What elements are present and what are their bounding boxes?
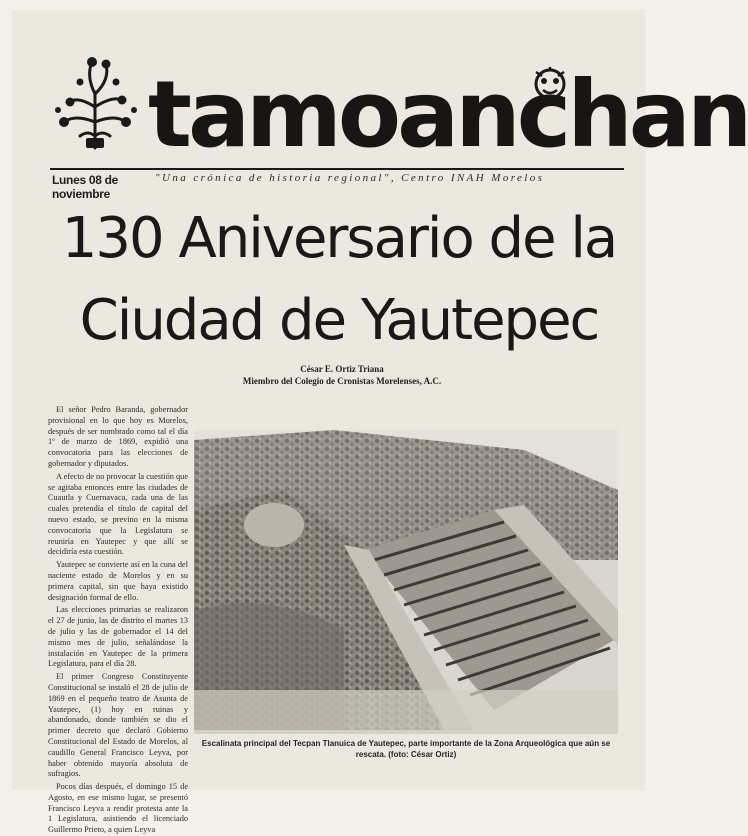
article-body: [48, 405, 188, 835]
article-byline: [192, 363, 492, 393]
article-paragraph: El primer Congreso Constituyente Constitucional se instaló el 28 de julio de 1869 en el pequeño teatro de Asunta de Yautepec, (1) hoy en ruinas y abandonado, donde también se dio el primer decreto que declaró Gobierno Constitucional del Estado de Morelos, al caudillo General Francisco Leyva, por haber obtenido mayoría absoluta de sufragios.: [48, 672, 188, 779]
article-headline: [48, 198, 630, 368]
author-name: César E. Ortiz Triana: [300, 364, 384, 374]
masthead-title: tamoanchan: [148, 61, 748, 168]
masthead-tagline: "Una crónica de historia regional", Centro INAH Morelos: [155, 172, 545, 184]
article-paragraph: A efecto de no provocar la cuestión que se agitaba entonces entre las ciudades de Cuautla y Cuernavaca, cada una de las cuales pretendía el título de capital del nuevo estado, se previno en la misma convocatoria que la Legislatura se reuniría en Yautepec y que allí se decidiría esta cuestión.: [48, 471, 188, 557]
newspaper-page: [12, 10, 748, 835]
article-paragraph: El señor Pedro Baranda, gobernador provisional en lo que hoy es Morelos, después de ser nombrado como tal el día 1º de marzo de 1869, expidió una convocatoria para las elecciones de gobernador y diputados.: [48, 405, 188, 468]
issue-date: Lunes 08 de noviembre: [52, 173, 119, 201]
headline-line-1: 130 Aniversario de la: [61, 206, 617, 271]
masthead-rule: [50, 168, 624, 170]
glyph-logo-icon: [50, 52, 140, 150]
pyramid-staircase-photo: [194, 430, 618, 734]
article-paragraph: Yautepec se convierte así en la cuna del naciente estado de Morelos y en su primera capital, sin que haya existido designación formal de ello.: [48, 560, 188, 602]
article-paragraph: Pocos días después, el domingo 15 de Agosto, en ese mismo lugar, se presentó Francisco Leyva a rendir protesta ante la 1 Legislatura, asistiendo el licenciado Guillermo Prieto, a quien Leyva: [48, 782, 188, 835]
photo-caption: Escalinata principal del Tecpan Tlanuica de Yautepec, parte importante de la Zona Arqueológica que aún se rescata. (foto: César Ortiz): [201, 739, 611, 759]
headline-line-2: Ciudad de Yautepec: [79, 288, 599, 353]
article-paragraph: Las elecciones primarias se realizaron el 27 de junio, las de distrito el martes 13 de julio y las de gobernador el 14 del mismo mes de julio, señalándose la instalación en Yautepec de la primera Legislatura, para el día 28.: [48, 605, 188, 669]
author-role: Miembro del Colegio de Cronistas Morelenses, A.C.: [242, 376, 442, 386]
